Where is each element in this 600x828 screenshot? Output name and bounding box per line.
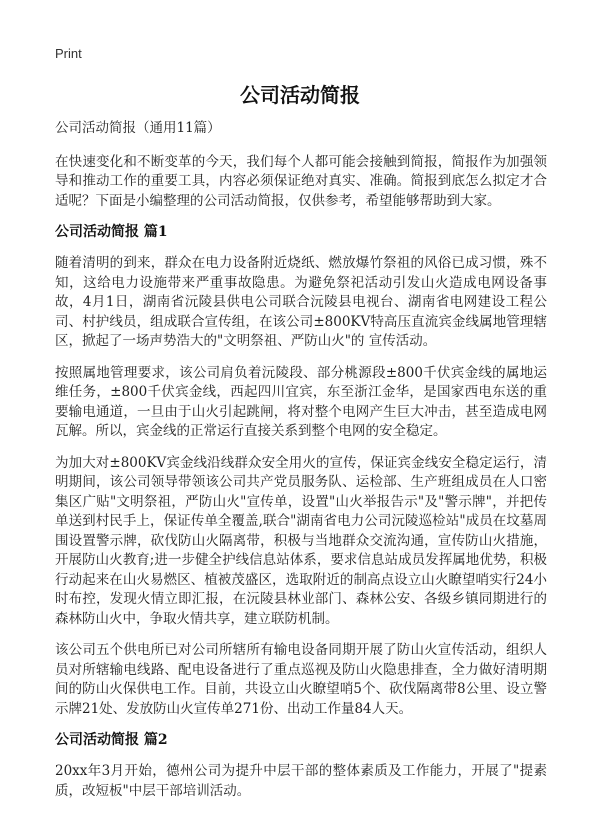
page-title: 公司活动简报 [240, 83, 360, 107]
print-link[interactable]: Print [55, 46, 82, 61]
section1-paragraph: 该公司五个供电所已对公司所辖所有输电设备同期开展了防山火宣传活动，组织人员对所辖输电线路、配电设备进行了重点巡视及防山火隐患排查，全力做好清明期间的防山火保供电工作。目前，共设立山火瞭望哨5个、砍伐隔离带8公里、设立警示牌21处、发放防山火宣传单271份、出动工作量84人天。 [55, 642, 547, 717]
section-heading-2: 公司活动简报 篇2 [55, 732, 168, 748]
article-body [55, 119, 547, 813]
section1-paragraph: 为加大对±800KV宾金线沿线群众安全用火的宣传，保证宾金线安全稳定运行，清明期间，该公司领导带领该公司共产党员服务队、运检部、生产班组成员在人口密集区广贴"文明祭祖，严防山火"宣传单，设置"山火举报告示"及"警示牌"，并把传单送到村民手上，保证传单全覆盖,联合"湖南省电力公司沅陵巡检站"成员在坟墓周围设置警示牌，砍伐防山火隔离带，积极与当地群众交流沟通，宣传防山火措施，开展防山火教育;进一步健全护线信息站体系，要求信息站成员发挥属地优势，积极行动起来在山火易燃区、植被茂盛区，选取附近的制高点设立山火瞭望哨实行24小时布控，发现火情立即汇报，在沅陵县林业部门、森林公安、各级乡镇同期进行的森林防山火中，争取火情共享，建立联防机制。 [55, 454, 547, 627]
article-subtitle: 公司活动简报（通用11篇） [55, 120, 221, 136]
section1-paragraph: 按照属地管理要求，该公司肩负着沅陵段、部分桃源段±800千伏宾金线的属地运维任务，±800千伏宾金线，西起四川宜宾，东至浙江金华，是国家西电东送的重要输电通道，一旦由于山火引起跳闸，将对整个电网产生巨大冲击，甚至造成电网瓦解。所以，宾金线的正常运行直接关系到整个电网的安全稳定。 [55, 364, 547, 439]
section-heading-1: 公司活动简报 篇1 [55, 224, 168, 240]
section2-paragraph: 20xx年3月开始，德州公司为提升中层干部的整体素质及工作能力，开展了"提素质，改短板"中层干部培训活动。 [55, 763, 547, 799]
section1-paragraph: 随着清明的到来，群众在电力设备附近烧纸、燃放爆竹祭祖的风俗已成习惯，殊不知，这给电力设施带来严重事故隐患。为避免祭祀活动引发山火造成电网设备事故，4月1日，湖南省沅陵县供电公司联合沅陵县电视台、湖南省电网建设工程公司、村护线员，组成联合宣传组，在该公司±800KV特高压直流宾金线属地管理辖区，掀起了一场声势浩大的"文明祭祖、严防山火"的 宣传活动。 [55, 255, 547, 349]
intro-paragraph: 在快速变化和不断变革的今天，我们每个人都可能会接触到简报，简报作为加强领导和推动工作的重要工具，内容必须保证绝对真实、准确。简报到底怎么拟定才合适呢？下面是小编整理的公司活动简报，仅供参考，希望能够帮助到大家。 [55, 153, 547, 209]
